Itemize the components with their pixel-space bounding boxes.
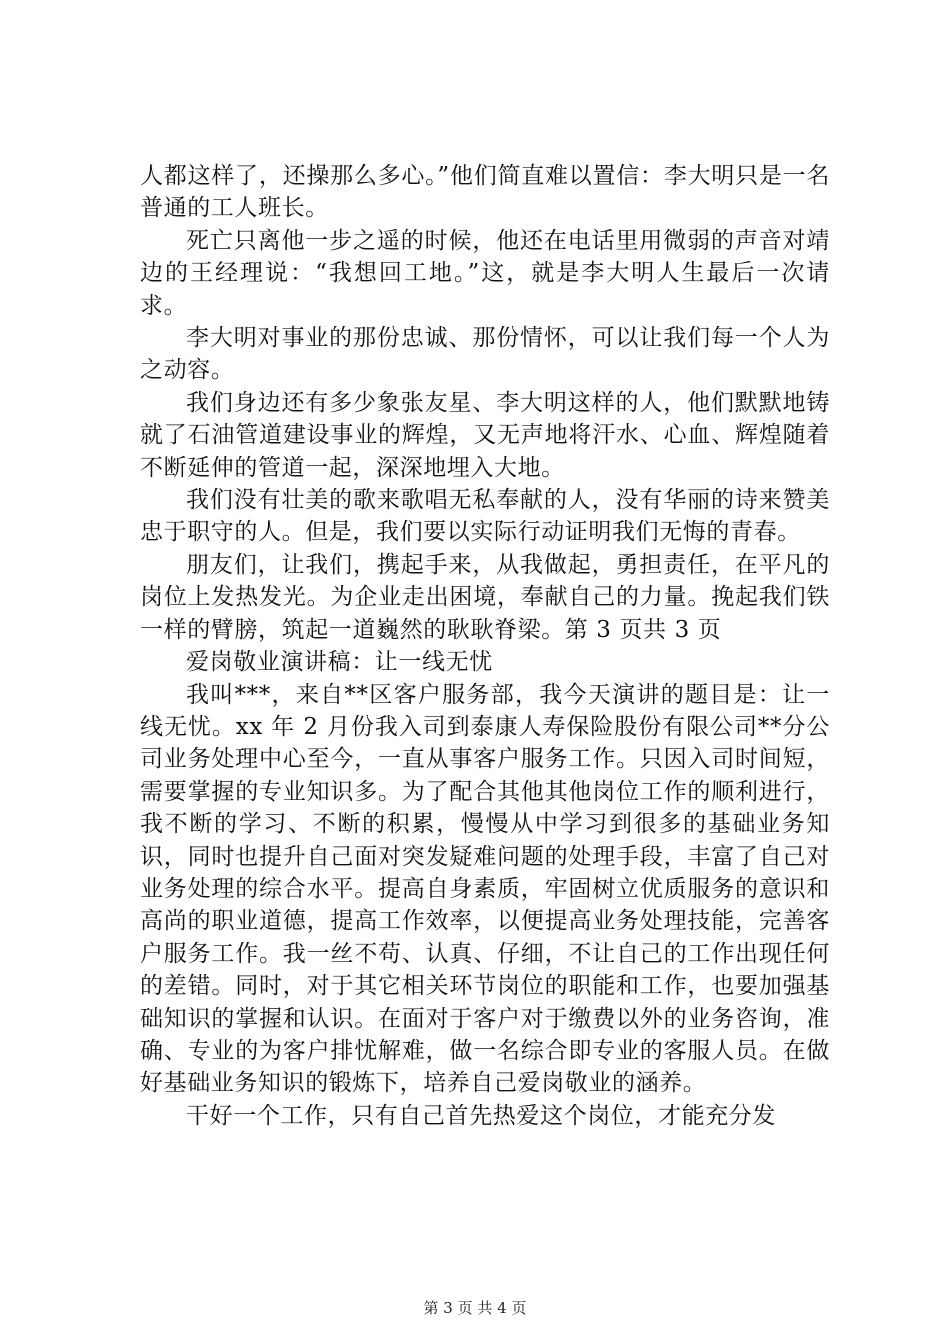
paragraph-people-around-us: 我们身边还有多少象张友星、李大明这样的人，他们默默地铸就了石油管道建设事业的辉煌，又无声地将汗水、心血、辉煌随着不断延伸的管道一起，深深地埋入大地。 bbox=[140, 389, 830, 481]
paragraph-continuation: 人都这样了，还操那么多心。”他们简直难以置信：李大明只是一名普通的工人班长。 bbox=[140, 163, 830, 222]
paragraph-no-songs: 我们没有壮美的歌来歌唱无私奉献的人，没有华丽的诗来赞美忠于职守的人。但是，我们要以实际行动证明我们无悔的青春。 bbox=[140, 487, 830, 546]
document-body bbox=[140, 160, 830, 1132]
paragraph-love-job: 干好一个工作，只有自己首先热爱这个岗位，才能充分发 bbox=[186, 1102, 776, 1129]
speech-title: 爱岗敬业演讲稿：让一线无忧 bbox=[186, 649, 493, 676]
paragraph-friends: 朋友们，让我们，携起手来，从我做起，勇担责任，在平凡的岗位上发热发光。为企业走出困境，奉献自己的力量。挽起我们铁一样的臂膀，筑起一道巍然的耿耿脊梁。第 3 页共 3 页 bbox=[140, 551, 830, 643]
paragraph-last-request: 死亡只离他一步之遥的时候，他还在电话里用微弱的声音对靖边的王经理说：“我想回工地。”这，就是李大明人生最后一次请求。 bbox=[140, 227, 830, 319]
paragraph-loyalty: 李大明对事业的那份忠诚、那份情怀，可以让我们每一个人为之动容。 bbox=[140, 325, 830, 384]
page-footer: 第 3 页 共 4 页 bbox=[423, 1299, 527, 1317]
paragraph-introduction: 我叫***，来自**区客户服务部，我今天演讲的题目是：让一线无忧。xx 年 2 月份我入司到泰康人寿保险股份有限公司**分公司业务处理中心至今，一直从事客户服务工作。只因入司时间短，需要掌握的专业知识多。为了配合其他其他岗位工作的顺利进行，我不断的学习、不断的积累，慢慢从中学习到很多的基础业务知识，同时也提升自己面对突发疑难问题的处理手段，丰富了自己对业务处理的综合水平。提高自身素质，牢固树立优质服务的意识和高尚的职业道德，提高工作效率，以便提高业务处理技能，完善客户服务工作。我一丝不苟、认真、仔细，不让自己的工作出现任何的差错。同时，对于其它相关环节岗位的职能和工作，也要加强基础知识的掌握和认识。在面对于客户对于缴费以外的业务咨询，准确、专业的为客户排忧解难，做一名综合即专业的客服人员。在做好基础业务知识的锻炼下，培养自己爱岗敬业的涵养。 bbox=[140, 681, 830, 1097]
